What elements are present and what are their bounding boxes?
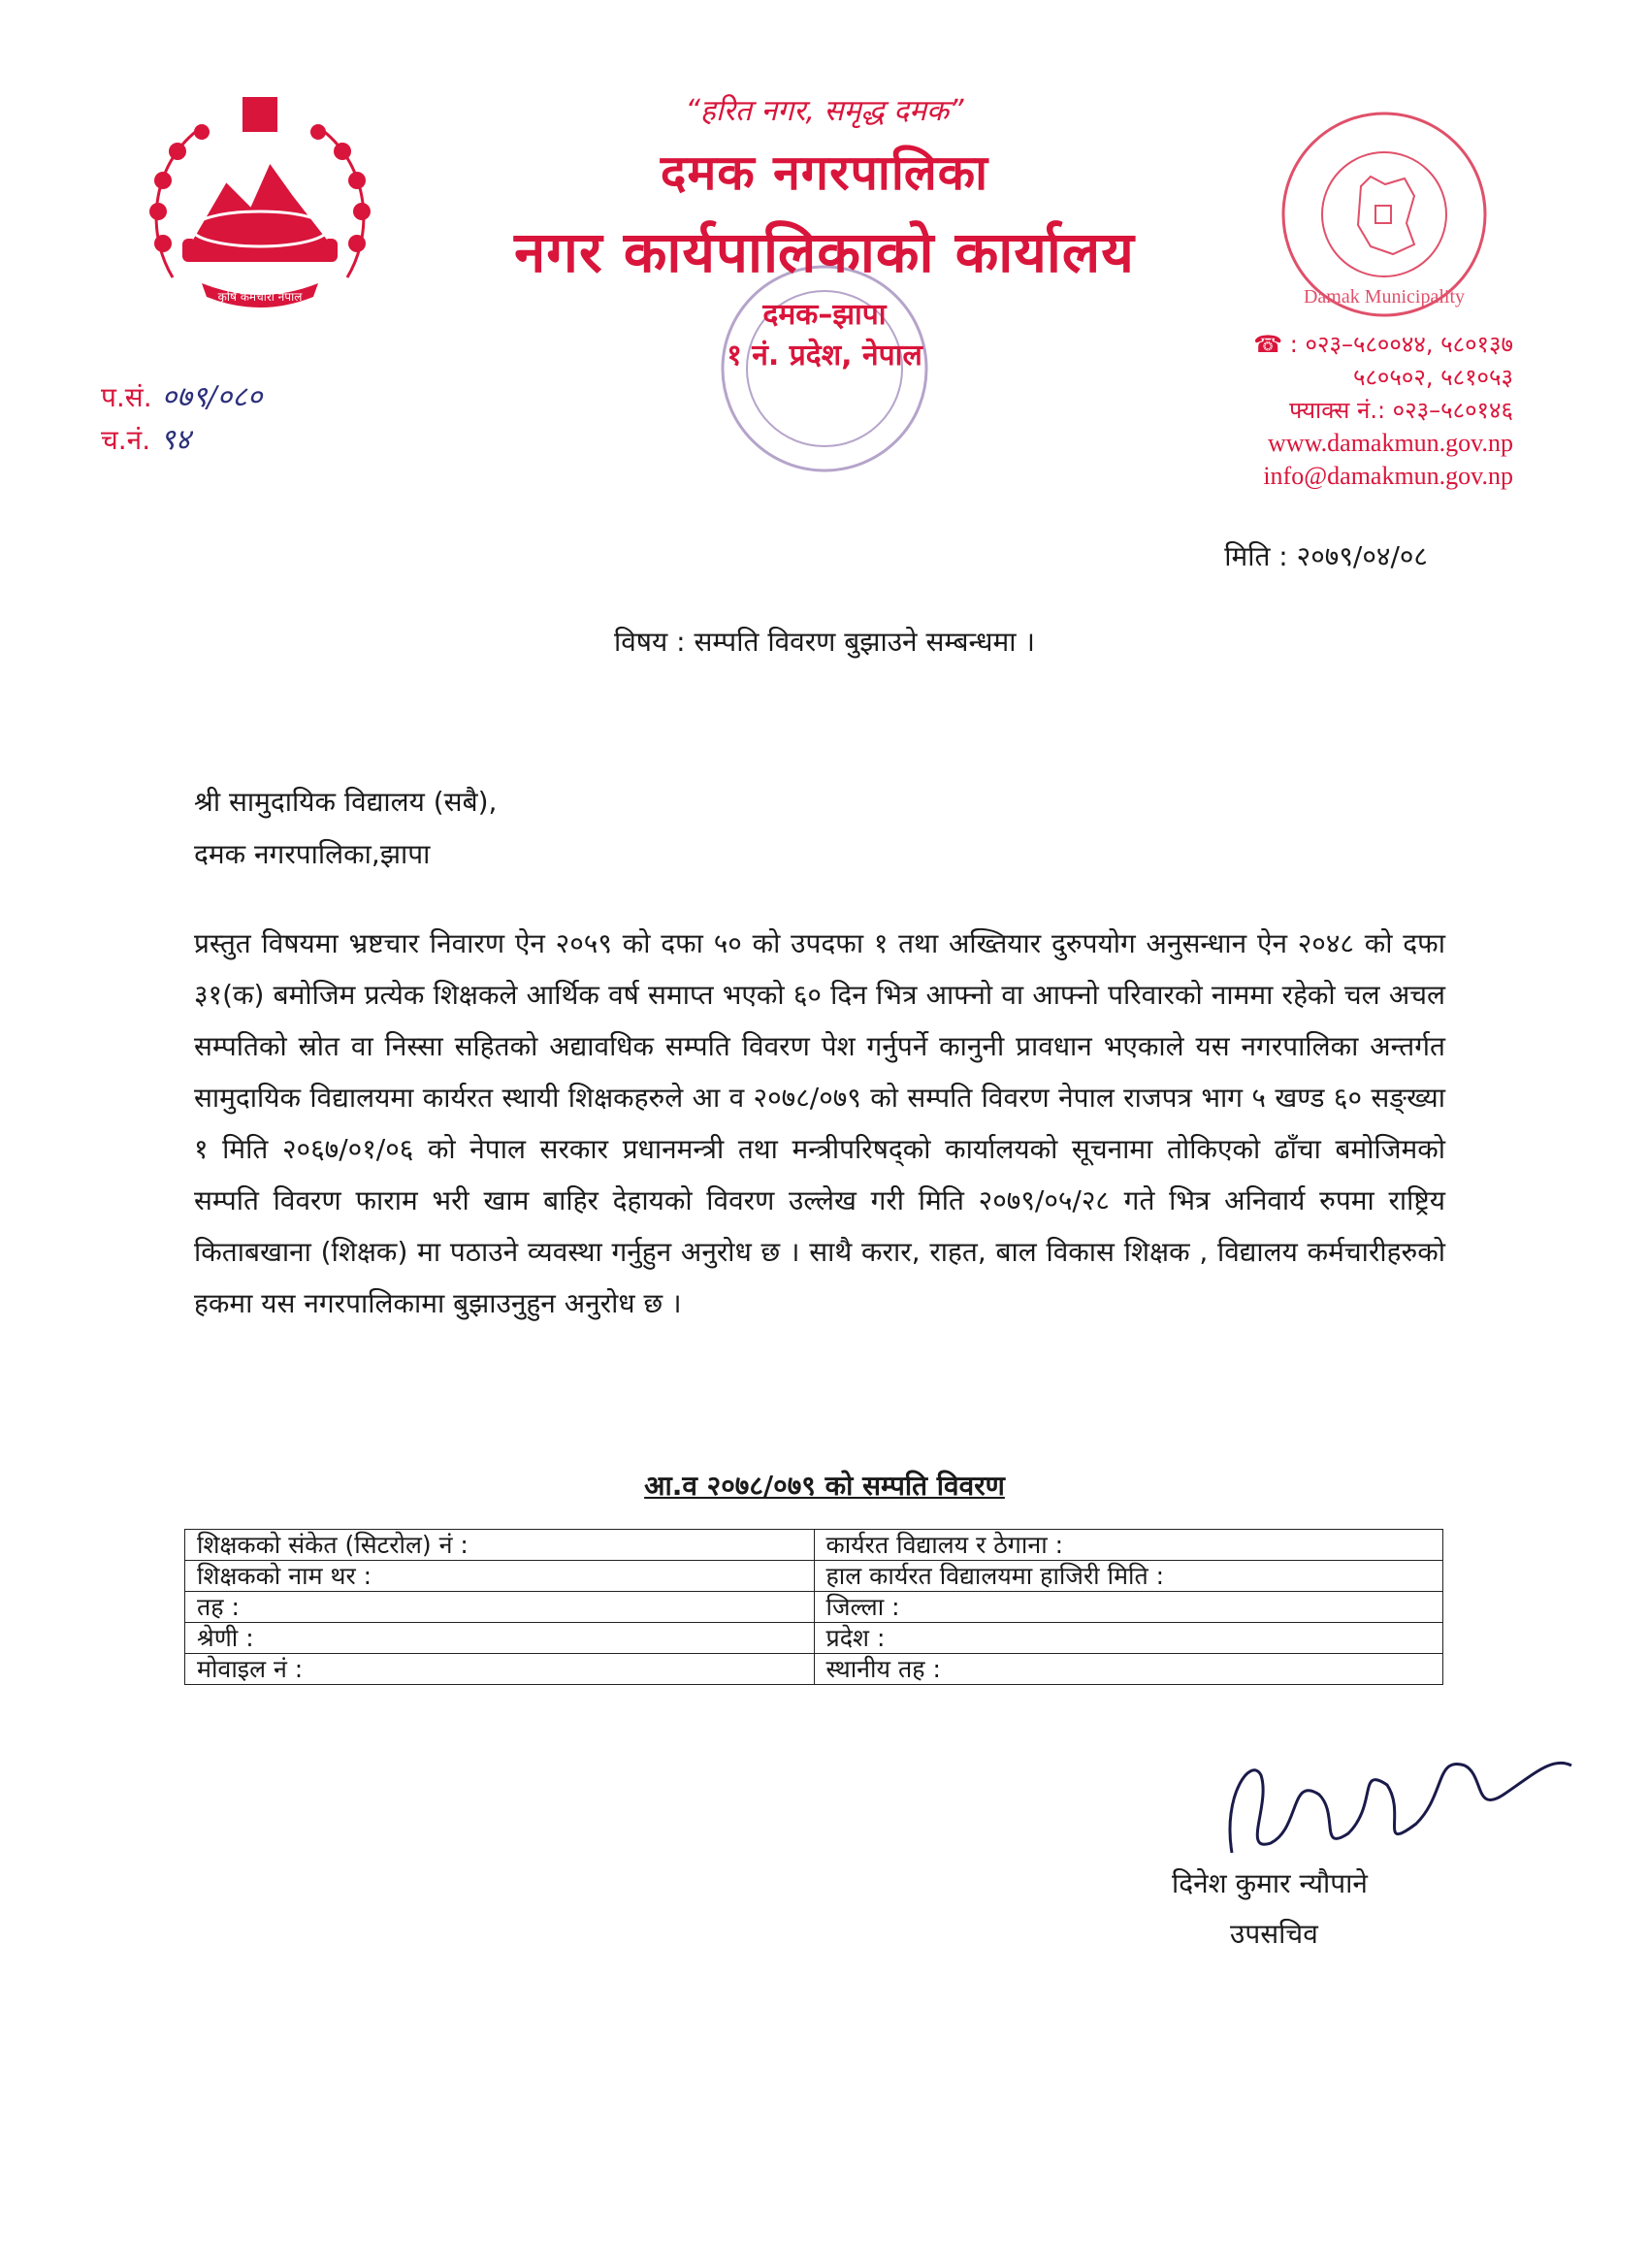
letter-body: प्रस्तुत विषयमा भ्रष्टचार निवारण ऐन २०५९ को दफा ५० को उपदफा १ तथा अख्तियार दुरुपयोग अनुसन्धान ऐन २०४८ को दफा ३१(क) बमोजिम प्रत्येक शिक्षकले आर्थिक वर्ष समाप्त भएको ६० दिन भित्र आफ्नो वा आफ्नो परिवारको नाममा रहेको चल अचल सम्पतिको स्रोत वा निस्सा सहितको अद्यावधिक सम्पति विवरण पेश गर्नुपर्ने कानुनी प्रावधान भएकाले यस नगरपालिका अन्तर्गत सामुदायिक विद्यालयमा कार्यरत स्थायी शिक्षकहरुले आ व २०७८/०७९ को सम्पति विवरण नेपाल राजपत्र भाग ५ खण्ड ६० सङ्ख्या १ मिति २०६७/०१/०६ को नेपाल सरकार प्रधानमन्त्री तथा मन्त्रीपरिषद्को कार्यालयको सूचनामा तोकिएको ढाँचा बमोजिमको सम्पति विवरण फाराम भरी खाम बाहिर देहायको विवरण उल्लेख गरी मिति २०७९/०५/२८ गते भित्र अनिवार्य रुपमा राष्ट्रिय किताबखाना (शिक्षक) मा पठाउने व्यवस्था गर्नुहुन अनुरोध छ । साथै करार, राहत, बाल विकास शिक्षक , विद्यालय कर्मचारीहरुको हकमा यस नगरपालिकामा बुझाउनुहुन अनुरोध छ । [194,927,1445,1319]
teacher-field-cell: शिक्षकको संकेत (सिटरोल) नं : [185,1530,815,1561]
table-row [185,1530,1443,1561]
office-name: नगर कार्यपालिकाको कार्यालय [514,219,1135,285]
letter-date: मिति : २०७९/०४/०८ [1224,540,1428,572]
cn-label: च.नं. [101,424,151,456]
phone-numbers-1: ०२३–५८००४४, ५८०१३७ [1305,331,1513,358]
teacher-field-cell: शिक्षकको नाम थर : [185,1561,815,1592]
signatory-name: दिनेश कुमार न्यौपाने [1172,1867,1368,1899]
phone-icon: ☎ : [1253,331,1306,358]
emblem-motto-text: कृषि कर्मचारी नेपाल [217,290,303,304]
letterhead-motto: “हरित नगर, समृद्ध दमक” [685,94,964,128]
signatory-title: उपसचिव [1230,1918,1318,1950]
website-link[interactable]: www.damakmun.gov.np [1268,429,1513,457]
school-field-cell: हाल कार्यरत विद्यालयमा हाजिरी मिति : [814,1561,1443,1592]
address-line-1: दमक–झापा [762,298,887,332]
phone-numbers-2: ५८०५०२, ५८१०५३ [1352,364,1513,391]
table-row [185,1592,1443,1623]
school-field-cell: जिल्ला : [814,1592,1443,1623]
school-field-cell: स्थानीय तह : [814,1654,1443,1685]
ps-label: प.सं. [101,381,152,413]
details-table [184,1529,1443,1685]
email-link[interactable]: info@damakmun.gov.np [1263,462,1513,490]
table-row [185,1561,1443,1592]
stamp-caption: Damak Municipality [1303,286,1466,308]
school-field-cell: प्रदेश : [814,1623,1443,1654]
recipient-block [194,776,497,881]
teacher-field-cell: तह : [185,1592,815,1623]
signature-icon [1212,1736,1581,1882]
org-name: दमक नगरपालिका [660,145,989,201]
school-field-cell: कार्यरत विद्यालय र ठेगाना : [814,1530,1443,1561]
reference-numbers [101,376,262,462]
ps-value: ०७९/०८० [161,380,263,414]
fax-number: फ्याक्स नं.: ०२३–५८०१४६ [1289,397,1513,424]
table-title: आ.व २०७८/०७९ को सम्पति विवरण [644,1470,1005,1502]
teacher-field-cell: मोवाइल नं : [185,1654,815,1685]
cn-value: ९४ [160,423,191,457]
table-row [185,1654,1443,1685]
address-line-2: १ नं. प्रदेश, नेपाल [727,339,922,373]
recipient-line-1: श्री सामुदायिक विद्यालय (सबै), [194,786,498,818]
recipient-line-2: दमक नगरपालिका,झापा [194,838,431,870]
teacher-field-cell: श्रेणी : [185,1623,815,1654]
table-row [185,1623,1443,1654]
letter-subject: विषय : सम्पति विवरण बुझाउने सम्बन्धमा । [613,626,1036,658]
contact-block [1253,328,1513,493]
